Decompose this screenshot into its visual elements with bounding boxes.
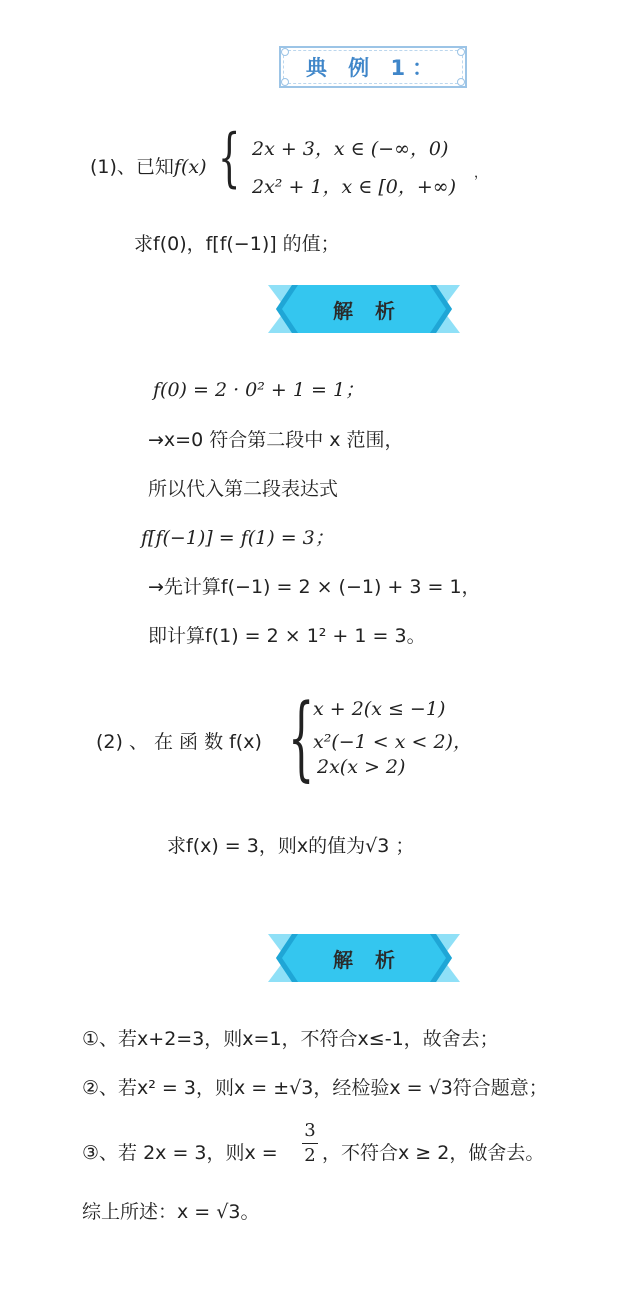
problem1-question: 求f(0)，f[f(−1)] 的值； <box>134 233 340 255</box>
problem1-case2: 2x² + 1，x ∈ [0，+∞) <box>252 176 457 198</box>
analysis-banner <box>268 285 460 333</box>
solution2-line3-start: ③、若 2x = 3，则x = <box>82 1142 278 1164</box>
analysis-banner <box>268 934 460 982</box>
fraction-bar <box>302 1143 318 1144</box>
fraction-denominator: 2 <box>304 1145 316 1166</box>
example-title-box <box>279 46 467 88</box>
problem2-prefix: (2) 、 在 函 数 f(x) <box>96 731 262 753</box>
solution1-line6: 即计算f(1) = 2 × 1² + 1 = 3。 <box>148 625 426 647</box>
solution1-line2: →x=0 符合第二段中 x 范围， <box>148 429 404 451</box>
problem1-prefix <box>90 152 207 179</box>
solution1-line5: →先计算f(−1) = 2 × (−1) + 3 = 1， <box>148 576 481 598</box>
analysis-banner-label: 解析 <box>333 947 417 972</box>
analysis-banner-label: 解析 <box>333 298 417 323</box>
problem2-brace: { <box>288 684 315 791</box>
solution1-line1: f(0) = 2 · 0² + 1 = 1； <box>153 379 365 401</box>
problem1-label: (1)、已知 <box>90 156 174 178</box>
title-corner-ornament <box>457 48 465 56</box>
title-corner-ornament <box>281 78 289 86</box>
solution2-line3 <box>82 1138 278 1165</box>
problem2-case1: x + 2(x ≤ −1) <box>313 698 446 720</box>
fraction-numerator: 3 <box>304 1120 316 1141</box>
solution1-line3: 所以代入第二段表达式 <box>148 478 339 500</box>
title-corner-ornament <box>281 48 289 56</box>
solution2-line4: 综上所述：x = √3。 <box>82 1201 260 1223</box>
solution2-line1: ①、若x+2=3，则x=1，不符合x≤-1，故舍去； <box>82 1028 499 1050</box>
solution2-line2: ②、若x² = 3，则x = ±√3，经检验x = √3符合题意； <box>82 1077 548 1099</box>
problem1-function: f(x) <box>173 156 207 178</box>
problem2-question: 求f(x) = 3，则x的值为√3 ； <box>167 835 415 857</box>
problem1-case1: 2x + 3，x ∈ (−∞，0) <box>252 138 449 160</box>
problem2-case2: x²(−1 < x < 2)， <box>313 731 472 753</box>
fraction <box>300 1120 320 1167</box>
solution1-line4: f[f(−1)] = f(1) = 3； <box>141 527 334 549</box>
example-title: 典 例 1： <box>305 56 441 80</box>
problem1-brace: { <box>218 121 241 195</box>
problem1-tail: ， <box>474 166 488 181</box>
solution2-line3-end: ，不符合x ≥ 2，做舍去。 <box>322 1142 545 1164</box>
title-corner-ornament <box>457 78 465 86</box>
problem2-case3: 2x(x > 2) <box>317 756 406 778</box>
